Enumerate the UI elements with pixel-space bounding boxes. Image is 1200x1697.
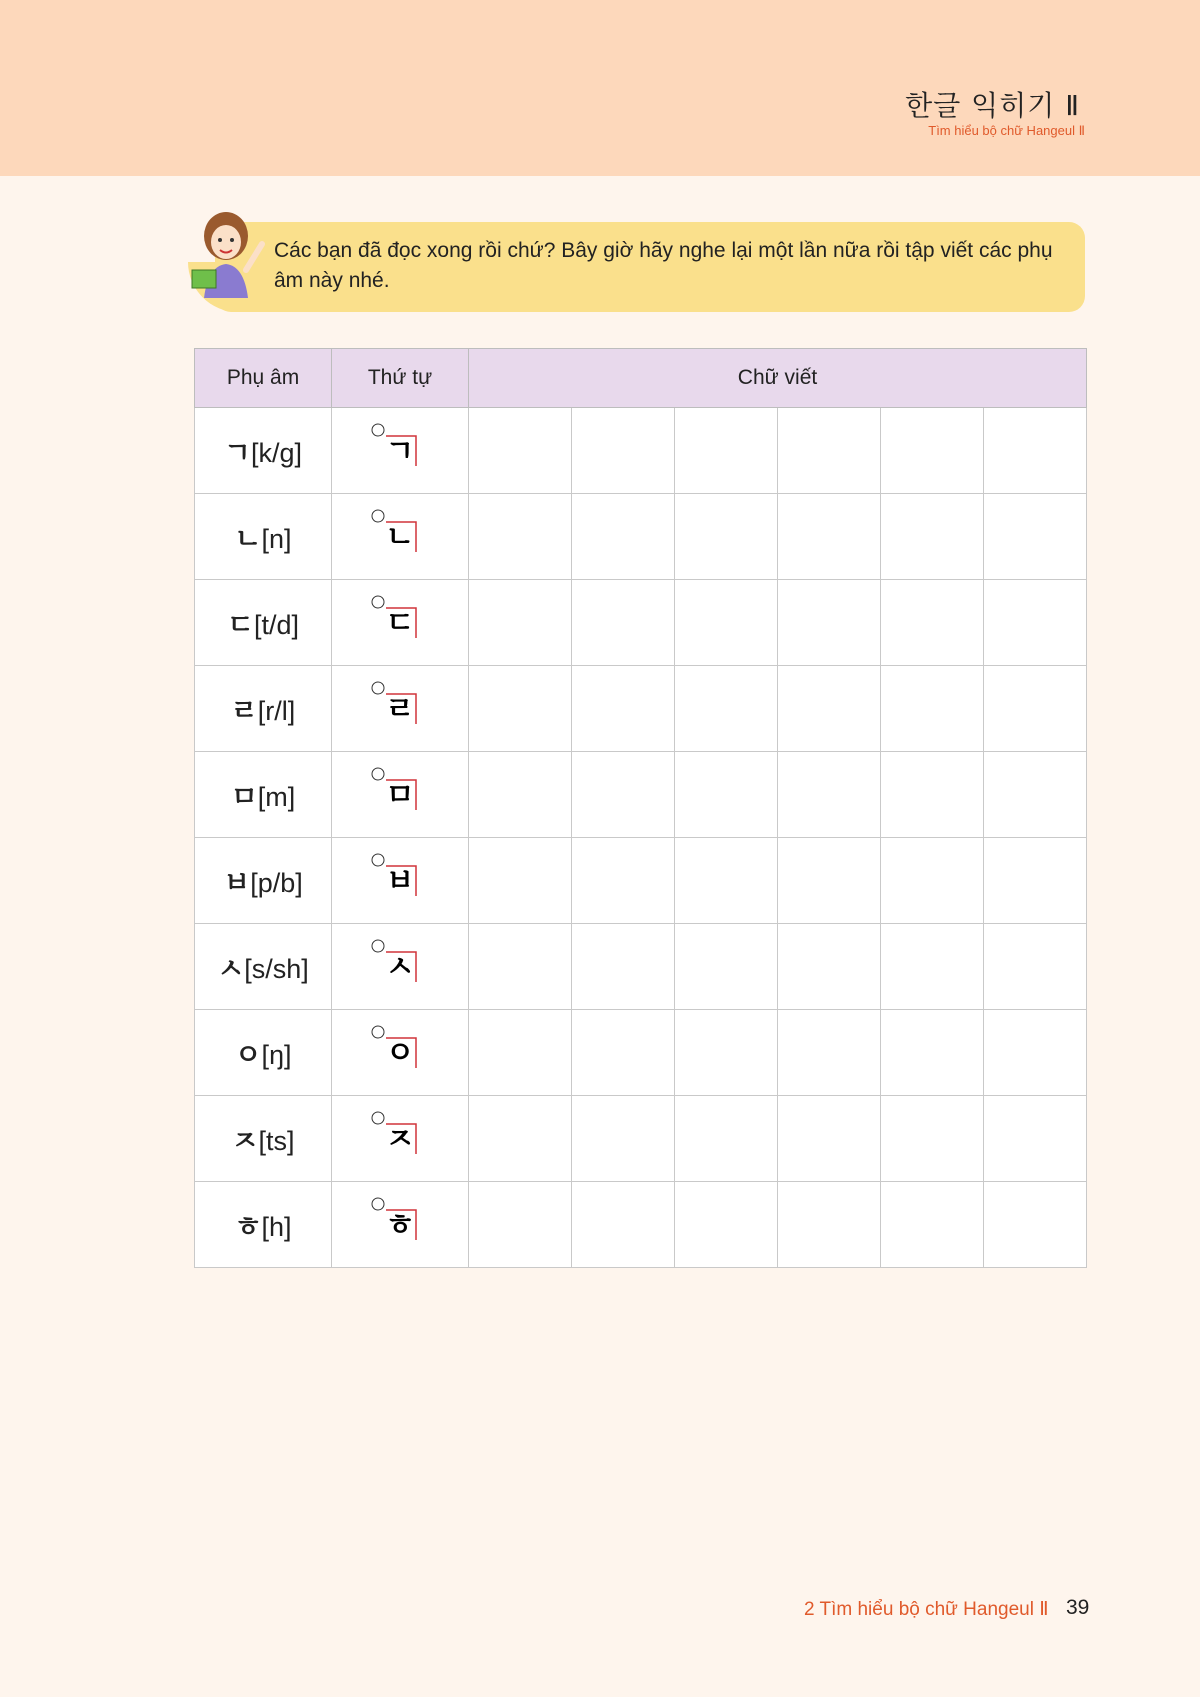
stroke-order-diagram [360, 500, 440, 570]
writing-practice-cell[interactable] [778, 1010, 881, 1096]
writing-practice-cell[interactable] [881, 752, 984, 838]
writing-practice-cell[interactable] [984, 1010, 1087, 1096]
table-row [195, 1096, 1087, 1182]
stroke-order-char: ㄹ [385, 691, 415, 727]
consonant-sound: [r/l] [257, 695, 296, 726]
stroke-order-cell [332, 838, 469, 924]
stroke-order-char: ㅎ [385, 1207, 415, 1243]
table-row [195, 838, 1087, 924]
writing-practice-cell[interactable] [984, 924, 1087, 1010]
table-row [195, 666, 1087, 752]
writing-practice-cell[interactable] [572, 1010, 675, 1096]
table-row [195, 580, 1087, 666]
stroke-number-marker [372, 596, 384, 608]
stroke-order-diagram [360, 1188, 440, 1258]
consonant-cell [195, 1010, 332, 1096]
table-row [195, 752, 1087, 838]
stroke-number-marker [372, 1112, 384, 1124]
consonant-sound: [s/sh] [244, 953, 309, 984]
table-row [195, 1182, 1087, 1268]
consonant-cell [195, 752, 332, 838]
stroke-order-diagram [360, 1016, 440, 1086]
consonant-char: ㄱ [223, 435, 252, 469]
writing-practice-cell[interactable] [572, 1096, 675, 1182]
writing-practice-cell[interactable] [984, 1096, 1087, 1182]
stroke-number-marker [372, 424, 384, 436]
table-row [195, 924, 1087, 1010]
writing-practice-cell[interactable] [572, 752, 675, 838]
consonant-cell [195, 666, 332, 752]
writing-practice-cell[interactable] [675, 838, 778, 924]
writing-practice-cell[interactable] [675, 666, 778, 752]
writing-practice-cell[interactable] [778, 666, 881, 752]
stroke-number-marker [372, 682, 384, 694]
consonant-cell [195, 924, 332, 1010]
writing-practice-cell[interactable] [778, 494, 881, 580]
consonant-char: ㅂ [223, 865, 251, 899]
writing-practice-cell[interactable] [778, 924, 881, 1010]
writing-practice-cell[interactable] [984, 752, 1087, 838]
consonant-cell [195, 408, 332, 494]
consonant-cell [195, 838, 332, 924]
consonant-cell [195, 1182, 332, 1268]
writing-practice-cell[interactable] [675, 1010, 778, 1096]
stroke-number-marker [372, 1026, 384, 1038]
writing-practice-cell[interactable] [572, 924, 675, 1010]
page-number: 39 [1066, 1596, 1090, 1619]
teacher-illustration [190, 210, 270, 300]
writing-practice-cell[interactable] [984, 494, 1087, 580]
stroke-order-char: ㅅ [385, 949, 415, 985]
consonant-sound: [n] [261, 523, 292, 554]
writing-practice-cell[interactable] [469, 838, 572, 924]
writing-practice-cell[interactable] [675, 494, 778, 580]
stroke-number-marker [372, 854, 384, 866]
writing-practice-cell[interactable] [469, 1182, 572, 1268]
writing-practice-cell[interactable] [881, 924, 984, 1010]
stroke-order-diagram [360, 758, 440, 828]
stroke-order-char: ㅂ [385, 863, 415, 899]
writing-practice-cell[interactable] [469, 408, 572, 494]
stroke-order-cell [332, 580, 469, 666]
writing-practice-cell[interactable] [881, 1096, 984, 1182]
consonant-cell [195, 1096, 332, 1182]
stroke-order-cell [332, 1182, 469, 1268]
page-title: 한글 익히기 Ⅱ [905, 89, 1080, 122]
writing-practice-cell[interactable] [469, 752, 572, 838]
stroke-number-marker [372, 510, 384, 522]
stroke-order-cell [332, 752, 469, 838]
writing-practice-cell[interactable] [675, 924, 778, 1010]
consonant-char: ㅎ [234, 1209, 262, 1243]
writing-practice-table [194, 348, 1087, 1268]
writing-practice-cell[interactable] [572, 666, 675, 752]
consonant-cell [195, 580, 332, 666]
stroke-order-diagram [360, 1102, 440, 1172]
table-row [195, 408, 1087, 494]
consonant-sound: [p/b] [250, 867, 303, 898]
writing-practice-cell[interactable] [778, 752, 881, 838]
stroke-number-marker [372, 768, 384, 780]
writing-practice-cell[interactable] [881, 580, 984, 666]
header-writing: Chữ viết [469, 349, 1087, 408]
stroke-order-cell [332, 494, 469, 580]
stroke-number-marker [372, 1198, 384, 1210]
writing-practice-cell[interactable] [881, 838, 984, 924]
writing-practice-cell[interactable] [778, 838, 881, 924]
writing-practice-cell[interactable] [984, 838, 1087, 924]
consonant-cell [195, 494, 332, 580]
table-row [195, 1010, 1087, 1096]
writing-practice-cell[interactable] [881, 494, 984, 580]
writing-practice-cell[interactable] [469, 1096, 572, 1182]
consonant-char: ㄹ [230, 693, 258, 727]
stroke-order-diagram [360, 844, 440, 914]
stroke-order-cell [332, 924, 469, 1010]
consonant-sound: [t/d] [254, 609, 300, 640]
writing-practice-cell[interactable] [675, 408, 778, 494]
consonant-char: ㅈ [231, 1123, 259, 1157]
writing-practice-cell[interactable] [984, 666, 1087, 752]
writing-practice-cell[interactable] [469, 924, 572, 1010]
writing-practice-cell[interactable] [881, 666, 984, 752]
stroke-order-cell [332, 1096, 469, 1182]
writing-practice-cell[interactable] [778, 1182, 881, 1268]
writing-practice-cell[interactable] [675, 1182, 778, 1268]
stroke-order-char: ㄷ [385, 605, 415, 641]
consonant-char: ㅁ [230, 779, 258, 813]
writing-practice-cell[interactable] [469, 1010, 572, 1096]
stroke-order-char: ㄴ [385, 519, 415, 555]
consonant-sound: [k/g] [251, 437, 303, 468]
stroke-order-diagram [360, 414, 440, 484]
writing-practice-cell[interactable] [984, 580, 1087, 666]
writing-practice-cell[interactable] [881, 1182, 984, 1268]
header-stroke-order: Thứ tự [332, 349, 469, 408]
writing-practice-cell[interactable] [572, 580, 675, 666]
writing-practice-cell[interactable] [469, 666, 572, 752]
stroke-order-char: ㅇ [385, 1035, 415, 1071]
writing-practice-cell[interactable] [778, 408, 881, 494]
writing-practice-cell[interactable] [572, 408, 675, 494]
consonant-sound: [h] [261, 1211, 292, 1242]
writing-practice-cell[interactable] [984, 1182, 1087, 1268]
stroke-order-diagram [360, 672, 440, 742]
page-subtitle: Tìm hiểu bộ chữ Hangeul Ⅱ [928, 123, 1085, 138]
instruction-text: Các bạn đã đọc xong rồi chứ? Bây giờ hãy nghe lại một lần nữa rồi tập viết các phụ âm này nhé. [274, 239, 1053, 292]
writing-practice-cell[interactable] [469, 580, 572, 666]
writing-practice-cell[interactable] [675, 1096, 778, 1182]
table-row [195, 494, 1087, 580]
stroke-order-diagram [360, 586, 440, 656]
writing-practice-cell[interactable] [675, 752, 778, 838]
stroke-order-char: ㅈ [385, 1121, 415, 1157]
stroke-order-cell [332, 666, 469, 752]
consonant-char: ㅅ [217, 951, 245, 985]
writing-practice-cell[interactable] [572, 1182, 675, 1268]
writing-practice-cell[interactable] [778, 580, 881, 666]
stroke-number-marker [372, 940, 384, 952]
stroke-order-cell [332, 1010, 469, 1096]
consonant-sound: [m] [257, 781, 296, 812]
stroke-order-cell [332, 408, 469, 494]
writing-practice-cell[interactable] [984, 408, 1087, 494]
writing-practice-cell[interactable] [881, 408, 984, 494]
stroke-order-char: ㅁ [385, 777, 415, 813]
writing-practice-cell[interactable] [675, 580, 778, 666]
stroke-order-diagram [360, 930, 440, 1000]
writing-practice-cell[interactable] [572, 494, 675, 580]
consonant-sound: [ts] [258, 1125, 295, 1156]
consonant-char: ㄷ [226, 607, 255, 641]
writing-practice-cell[interactable] [572, 838, 675, 924]
footer-chapter: 2 Tìm hiểu bộ chữ Hangeul Ⅱ [804, 1599, 1049, 1620]
header-consonant: Phụ âm [195, 349, 332, 408]
consonant-char: ㅇ [234, 1037, 262, 1071]
writing-practice-cell[interactable] [469, 494, 572, 580]
consonant-sound: [ŋ] [261, 1039, 292, 1070]
writing-practice-cell[interactable] [778, 1096, 881, 1182]
stroke-order-char: ㄱ [385, 433, 415, 469]
writing-practice-cell[interactable] [881, 1010, 984, 1096]
consonant-char: ㄴ [234, 521, 262, 555]
